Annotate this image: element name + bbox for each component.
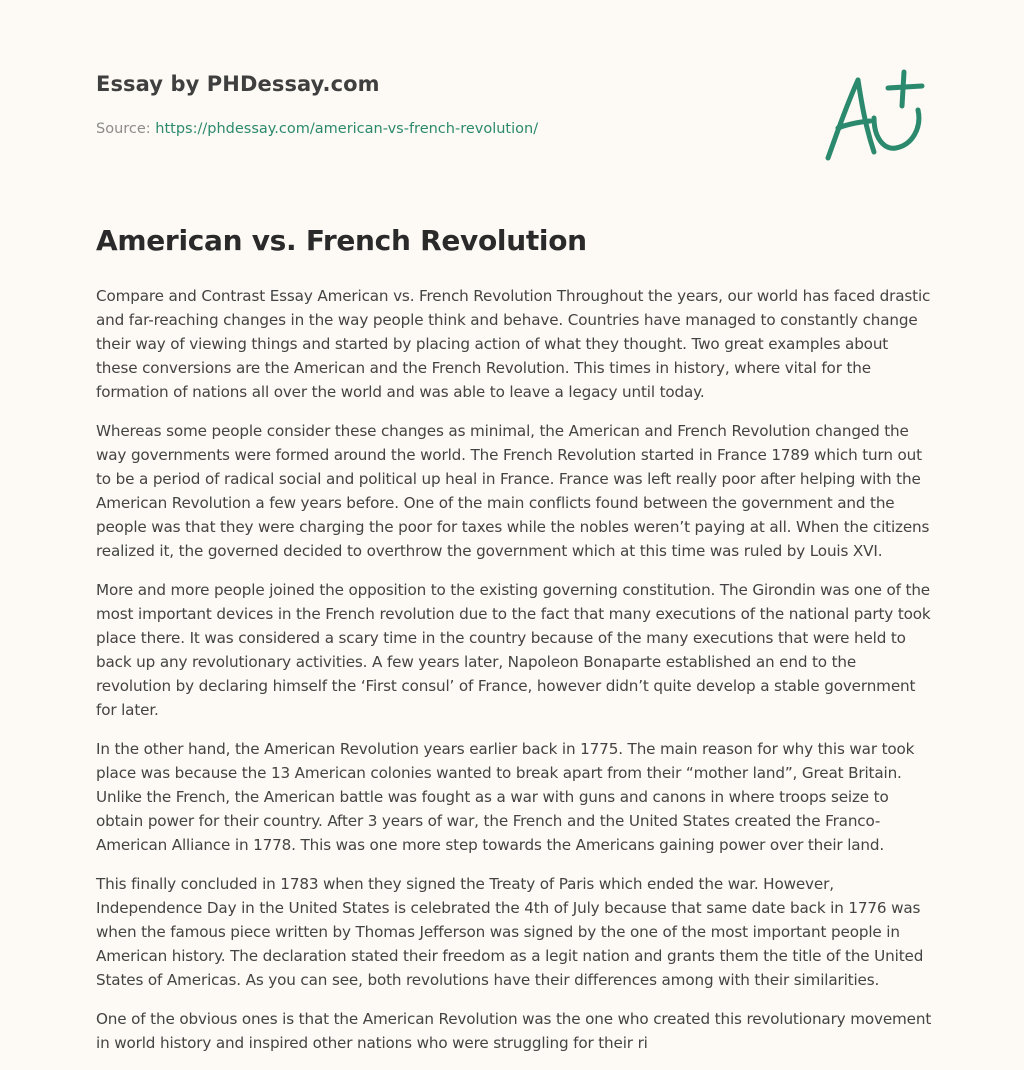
essay-paragraph: Compare and Contrast Essay American vs. French Revolution Throughout the years, our world has faced drastic and far-reaching changes in the way people think and behave. Countries have managed to constantly change their way of viewing things and started by placing action of what they thought. Two great examples about these conversions are the American and the French Revolution. This times in history, where vital for the formation of nations all over the world and was able to leave a legacy until today. [96,287,931,401]
essay-paragraph: This finally concluded in 1783 when they signed the Treaty of Paris which ended the war. However, Independence Day in the United States is celebrated the 4th of July because that same date back in 1776 was when the famous piece written by Thomas Jefferson was signed by the one of the most important people in American history. The declaration stated their freedom as a legit nation and grants them the title of the United States of Americas. As you can see, both revolutions have their differences among with their similarities. [96,875,924,989]
essay-body [96,284,932,1070]
essay-header [96,72,736,137]
essay-paragraph: Whereas some people consider these changes as minimal, the American and French Revolution changed the way governments were formed around the world. The French Revolution started in France 1789 which turn out to be a period of radical social and political up heal in France. France was left really poor after helping with the American Revolution a few years before. One of the main conflicts found between the government and the people was that they were charging the poor for taxes while the nobles weren’t paying at all. When the citizens realized it, the governed decided to overthrow the government which at this time was ruled by Louis XVI. [96,422,930,560]
essay-title: American vs. French Revolution [96,224,587,257]
source-label: Source: [96,121,156,137]
a-plus-grade-icon [818,66,930,166]
essay-paragraph: One of the obvious ones is that the American Revolution was the one who created this revolutionary movement in world history and inspired other nations who were struggling for their ri [96,1010,932,1052]
source-link[interactable]: https://phdessay.com/american-vs-french-revolution/ [155,121,539,137]
essay-paragraph: More and more people joined the opposition to the existing governing constitution. The Girondin was one of the most important devices in the French revolution due to the fact that many executions of the national party took place there. It was considered a scary time in the country because of the many executions that were held to back up any revolutionary activities. A few years later, Napoleon Bonaparte established an end to the revolution by declaring himself the ‘First consul’ of France, however didn’t quite develop a stable government for later. [96,581,931,719]
source-line [96,121,736,137]
site-brand: Essay by PHDessay.com [96,72,380,96]
essay-paragraph: In the other hand, the American Revolution years earlier back in 1775. The main reason for why this war took place was because the 13 American colonies wanted to break apart from their “mother land”, Great Britain. Unlike the French, the American battle was fought as a war with guns and canons in where troops seize to obtain power for their country. After 3 years of war, the French and the United States created the Franco-American Alliance in 1778. This was one more step towards the Americans gaining power over their land. [96,740,915,854]
